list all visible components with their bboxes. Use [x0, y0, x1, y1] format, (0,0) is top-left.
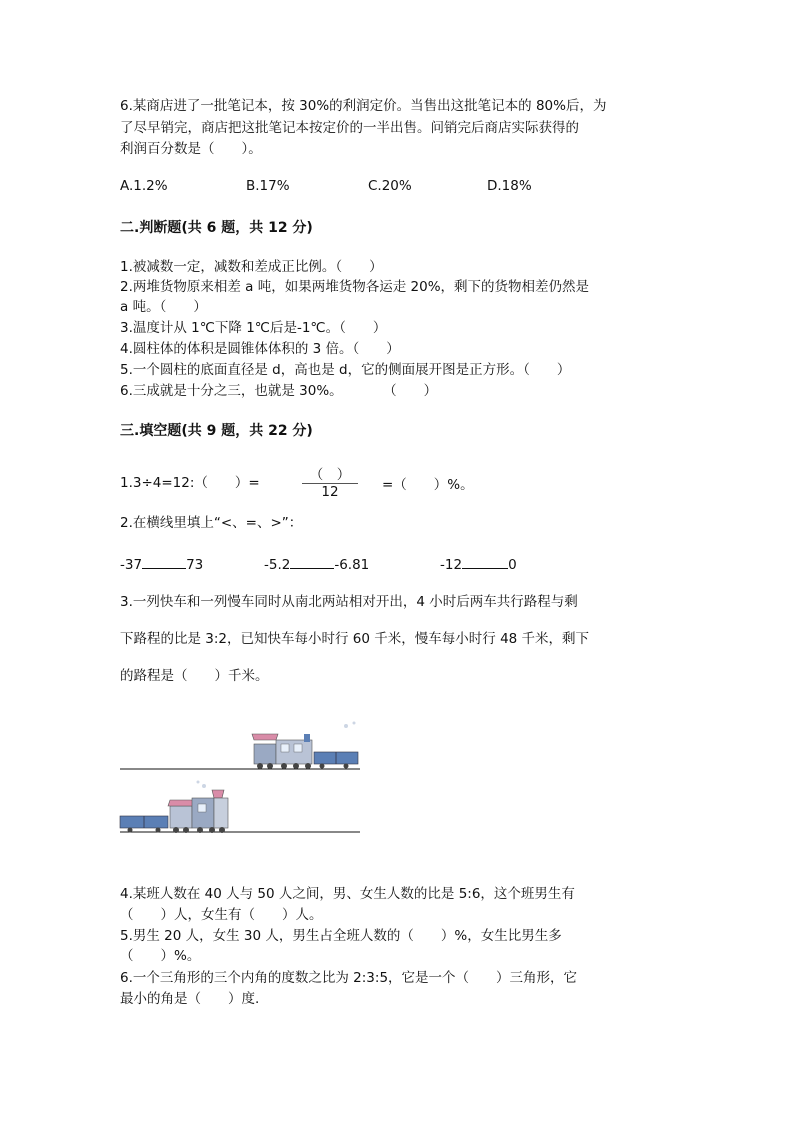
- fraction-denominator: 12: [321, 484, 339, 500]
- lower-train-icon: [120, 781, 228, 834]
- compare-3-left: -12: [440, 557, 463, 573]
- fill-q5-line-1: 5.男生 20 人，女生 30 人，男生占全班人数的（ ）%，女生比男生多: [120, 928, 562, 944]
- compare-1: [120, 554, 203, 573]
- upper-train-icon: [252, 722, 358, 770]
- fill-q1-fraction: [302, 467, 358, 500]
- compare-1-right: 73: [186, 557, 204, 573]
- q6-option-d: D.18%: [487, 178, 532, 194]
- fill-q2-line: 2.在横线里填上“<、=、>”：: [120, 515, 303, 531]
- judge-item-2-cont: a 吨。（ ）: [120, 299, 207, 315]
- compare-2: [264, 554, 369, 573]
- q6-option-c: C.20%: [368, 178, 412, 194]
- compare-2-left: -5.2: [264, 557, 291, 573]
- fill-q3-line-3: 的路程是（ ）千米。: [120, 668, 269, 684]
- judge-item-2: 2.两堆货物原来相差 a 吨，如果两堆货物各运走 20%，剩下的货物相差仍然是: [120, 279, 590, 295]
- train-illustration: [118, 720, 368, 840]
- compare-2-right: -6.81: [334, 557, 370, 573]
- fill-q1-right: =（ ）%。: [382, 477, 474, 493]
- compare-3-blank[interactable]: [462, 554, 508, 569]
- fill-q5-line-2: （ ）%。: [120, 948, 201, 964]
- fill-q3-line-2: 下路程的比是 3:2，已知快车每小时行 60 千米，慢车每小时行 48 千米，剩下: [120, 631, 590, 647]
- judge-item-3: 3.温度计从 1℃下降 1℃后是-1℃。（ ）: [120, 320, 387, 336]
- q6-line-3: 利润百分数是（ ）。: [120, 141, 262, 157]
- judge-item-5: 5.一个圆柱的底面直径是 d，高也是 d，它的侧面展开图是正方形。（ ）: [120, 362, 571, 378]
- fill-q1-left: 1.3÷4=12:（ ）=: [120, 475, 260, 491]
- q6-line-1: 6.某商店进了一批笔记本，按 30%的利润定价。当售出这批笔记本的 80%后，为: [120, 98, 607, 114]
- judge-item-4: 4.圆柱体的体积是圆锥体体积的 3 倍。（ ）: [120, 341, 400, 357]
- judge-item-6: 6.三成就是十分之三，也就是 30%。 （ ）: [120, 383, 438, 399]
- fill-q4-line-2: （ ）人，女生有（ ）人。: [120, 907, 323, 923]
- judge-item-1: 1.被减数一定，减数和差成正比例。（ ）: [120, 259, 383, 275]
- compare-2-blank[interactable]: [290, 554, 334, 569]
- q6-line-2: 了尽早销完，商店把这批笔记本按定价的一半出售。问销完后商店实际获得的: [120, 120, 579, 136]
- compare-1-left: -37: [120, 557, 143, 573]
- section-3-title: 三.填空题(共 9 题，共 22 分): [120, 423, 313, 439]
- fill-q3-line-1: 3.一列快车和一列慢车同时从南北两站相对开出，4 小时后两车共行路程与剩: [120, 594, 578, 610]
- compare-1-blank[interactable]: [142, 554, 186, 569]
- section-2-title: 二.判断题(共 6 题，共 12 分): [120, 220, 313, 236]
- compare-3-right: 0: [508, 557, 517, 573]
- fill-q6-line-2: 最小的角是（ ）度.: [120, 991, 260, 1007]
- q6-option-a: A.1.2%: [120, 178, 168, 194]
- fraction-numerator: （ ）: [309, 467, 351, 483]
- compare-3: [440, 554, 517, 573]
- q6-option-b: B.17%: [246, 178, 290, 194]
- fill-q6-line-1: 6.一个三角形的三个内角的度数之比为 2:3:5，它是一个（ ）三角形，它: [120, 970, 578, 986]
- fill-q4-line-1: 4.某班人数在 40 人与 50 人之间，男、女生人数的比是 5:6，这个班男生有: [120, 886, 575, 902]
